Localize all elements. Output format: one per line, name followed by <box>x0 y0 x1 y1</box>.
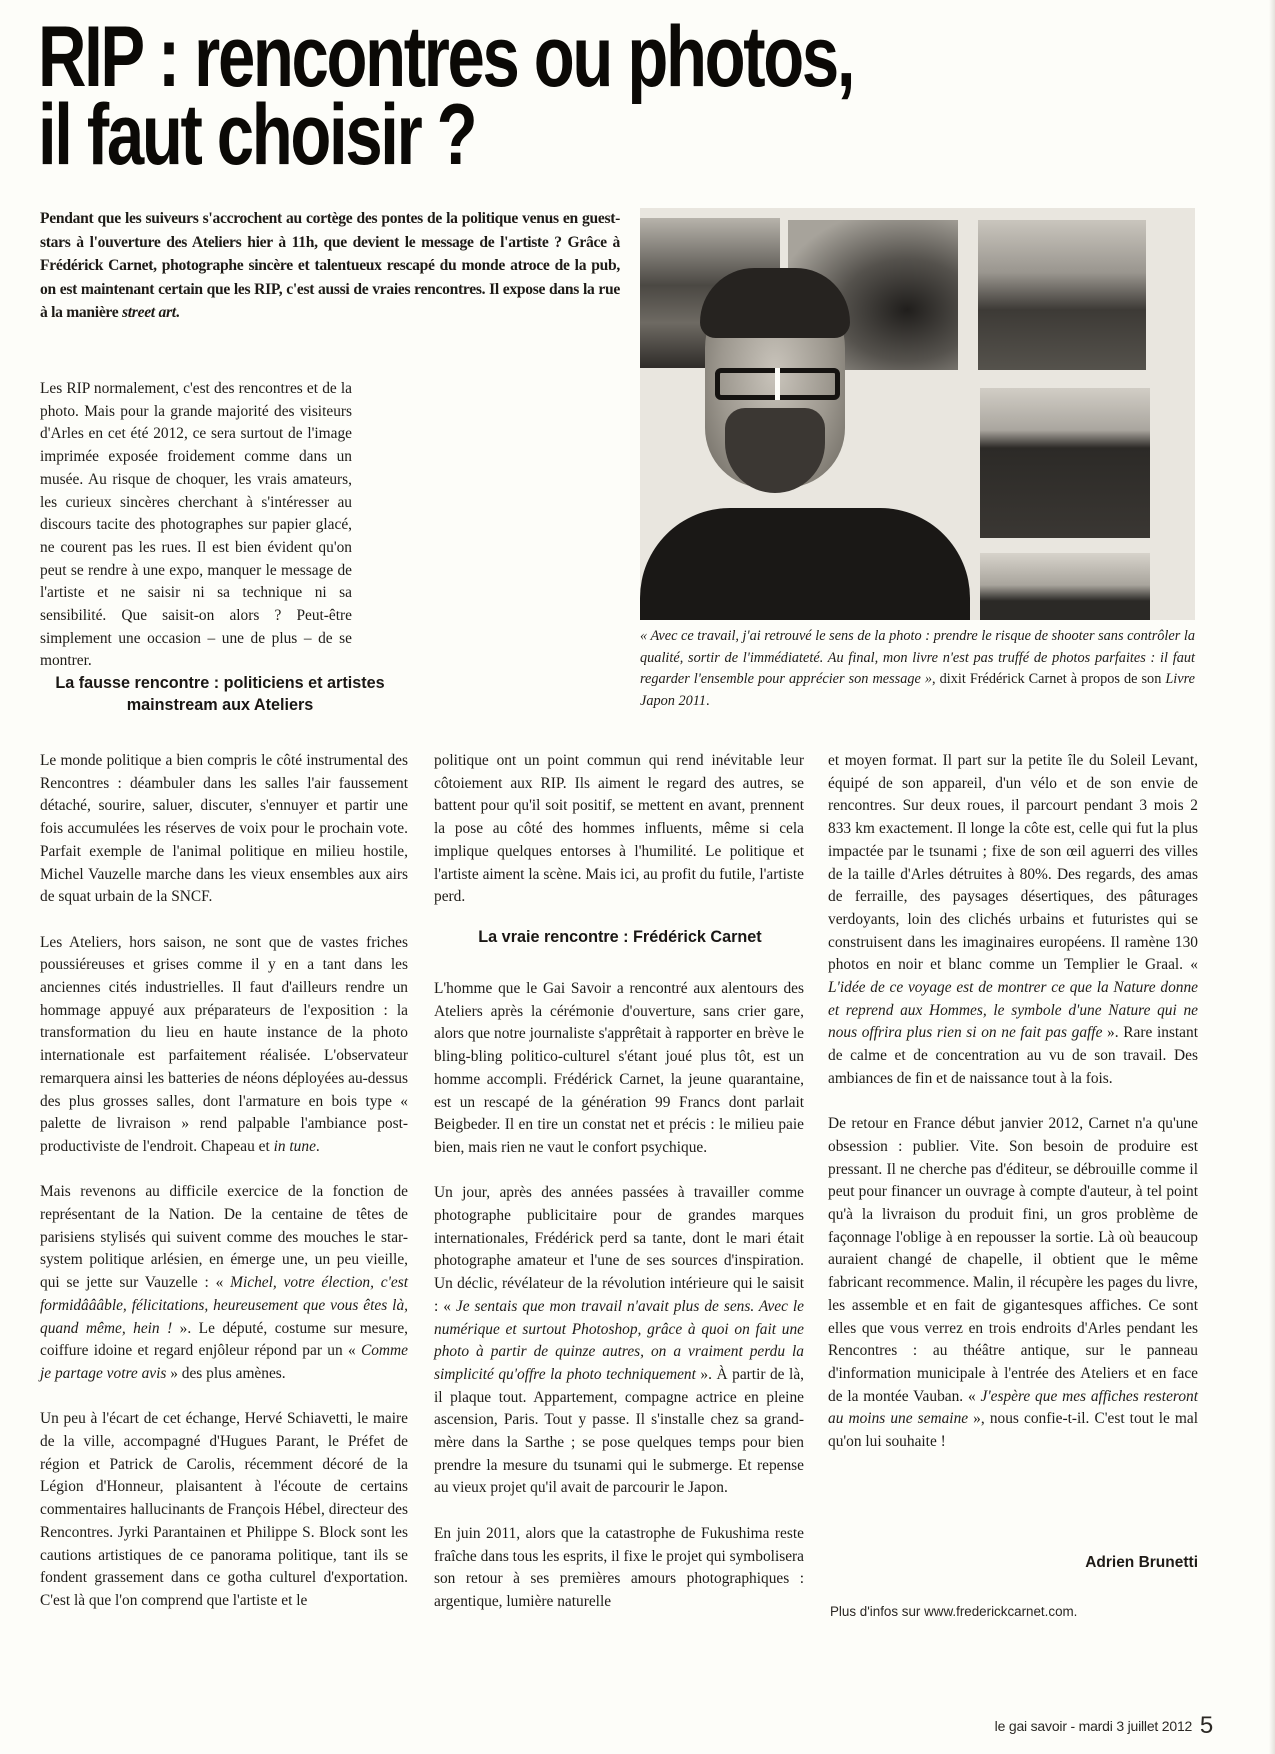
italic-span: in tune <box>273 1137 316 1155</box>
portrait-hair <box>700 268 850 338</box>
column-2 <box>434 978 804 1636</box>
lede-end: . <box>175 304 180 322</box>
italic-span: J'espère que mes affiches resteront au moins une semaine <box>828 1387 1198 1428</box>
headline-line-1: RIP : rencontres ou photos, <box>38 9 854 105</box>
intro-paragraph: Les RIP normalement, c'est des rencontres et de la photo. Mais pour la grande majorité des visiteurs d'Arles en cet été 2012, ce sera surtout de l'image imprimée exposée froidement comme dans un musée. Au risque de choquer, les vrais amateurs, les curieux sincères cherchant à s'intéresser au discours tacite des photographes sur papier glacé, ne courent pas les rues. Il est bien évident qu'on peut se rendre à une expo, manquer le message de l'artiste et ne saisir ni sa technique ni sa sensibilité. Que saisit-on alors ? Peut-être simplement une occasion – une de plus – de se montrer. <box>40 380 352 670</box>
text-span: ». Rare instant de calme et de concentration au vu de son travail. Des ambiances de fin et de naissance tout à la fois. <box>828 1024 1198 1087</box>
headline <box>38 9 854 183</box>
text-span: et moyen format. Il part sur la petite île du Soleil Levant, équipé de son appareil, d'un vélo et de son envie de rencontres. Sur deux roues, il parcourt pendant 3 mois 2 833 km exactement. Il longe la côte est, celle qui fut la plus impactée par le tsunami ; fixe de son œil aguerri des villes de la taille d'Arles détruites à 80%. Des regards, des amas de ferraille, des paysages désertiques, des pâturages verdoyants, loin des clichés urbains et futuristes qui se construisent dans les imaginaires européens. Il ramène 130 photos en noir et blanc comme un Templier le Graal. « <box>828 752 1198 974</box>
author-byline: Adrien Brunetti <box>1085 1554 1198 1571</box>
column-3 <box>828 750 1198 1476</box>
page-footer <box>995 1712 1213 1740</box>
issue-date: mardi 3 juillet 2012 <box>1078 1718 1193 1734</box>
lede-italic: street art <box>122 304 176 322</box>
photo-print-5 <box>980 553 1150 620</box>
text-span: Les Ateliers, hors saison, ne sont que de vastes friches poussiéreuses et grises comme il y en a tant dans les anciennes cités industrielles. Il faut d'ailleurs rendre un hommage appuyé aux préparateurs de l'exposition : la transformation du lieu en haute instance de la photo internationale est parfaitement réalisée. L'observateur remarquera ainsi les batteries de néons déployées au-dessus des plus grosses salles, dont l'armature en bois type « palette de livraison » rend palpable l'ambiance post-productiviste de l'endroit. Chapeau et <box>40 933 408 1155</box>
italic-span: Michel, votre élection, c'est formidâââble, félicitations, heureusement que vous êtes là, quand même, hein ! <box>40 1274 408 1337</box>
page-number: 5 <box>1199 1712 1213 1739</box>
text-span: Mais revenons au difficile exercice de la fonction de représentant de la Nation. De la centaine de têtes de parisiens stylisés qui suivent comme des mouches le star-system politique arlésien, en émerge une, un peu vieille, qui se jette sur Vauzelle : « <box>40 1183 408 1292</box>
article-photo <box>640 208 1195 620</box>
portrait-figure <box>640 278 980 620</box>
subhead-vraie-rencontre: La vraie rencontre : Frédérick Carnet <box>478 928 762 946</box>
text-span: ». Le député, costume sur mesure, coiffure idoine et regard enjôleur répond par un « <box>40 1319 408 1360</box>
paragraph: Un peu à l'écart de cet échange, Hervé Schiavetti, le maire de la ville, accompagné d'Hugues Parant, le Préfet de région et Patrick de Carolis, récemment décoré de la Légion d'Honneur, plaisantent à l'écoute de certains commentaires hallucinants de François Hébel, directeur des Rencontres. Jyrki Parantainen et Philippe S. Block sont les cautions artistiques de ce panorama politique, tant ils se fondent grassement dans ce gotha culturel d'exportation. C'est là que l'on comprend que l'artiste et le <box>40 1410 408 1609</box>
paragraph <box>40 1181 408 1385</box>
italic-span: Comme je partage votre avis <box>40 1342 408 1382</box>
paragraph <box>828 750 1198 1091</box>
caption-attribution: , dixit Frédérick Carnet à propos de son <box>932 671 1166 688</box>
text-span: ». À partir de là, il plaque tout. Appartement, compagne actrice en pleine ascension, Paris. Tout y passe. Il s'installe chez sa grand-mère dans la Sarthe ; se pose quelques temps pour bien prendre la mesure du tsunami qui le submerge. Et repense au vieux projet qu'il avait de parcourir le Japon. <box>434 1365 804 1497</box>
footer-separator: - <box>1066 1718 1079 1734</box>
paragraph: En juin 2011, alors que la catastrophe de Fukushima reste fraîche dans tous les esprits, il fixe le projet qui symbolisera son retour à ses premières amours photographiques : argentique, lumière naturelle <box>434 1524 804 1610</box>
page-edge <box>1269 0 1275 1754</box>
photo-print-3 <box>978 220 1146 370</box>
photo-caption <box>640 626 1195 712</box>
more-info-link[interactable]: Plus d'infos sur www.frederickcarnet.com. <box>830 1604 1078 1619</box>
text-span: », nous confie-t-il. C'est tout le mal qu'on lui souhaite ! <box>828 1410 1198 1451</box>
column-2-top <box>434 750 804 932</box>
headline-line-2: il faut choisir ? <box>38 87 476 183</box>
subhead-fausse-rencontre: La fausse rencontre : politiciens et artistes mainstream aux Ateliers <box>55 674 385 714</box>
text-span: . <box>315 1137 320 1155</box>
column-1 <box>40 750 408 1635</box>
paragraph <box>828 1113 1198 1454</box>
lede-paragraph <box>40 207 620 325</box>
lede-text: Pendant que les suiveurs s'accrochent au cortège des pontes de la politique venus en guest-stars à l'ouverture des Ateliers hier à 11h, que devient le message de l'artiste ? Grâce à Frédérick Carnet, photographe sincère et talentueux rescapé du monde atroce de la pub, on est maintenant certain que les RIP, c'est aussi de vraies rencontres. Il expose dans la rue à la manière <box>40 210 620 322</box>
photo-print-4 <box>980 388 1150 538</box>
paragraph: Le monde politique a bien compris le côté instrumental des Rencontres : déambuler dans les salles l'air faussement détaché, sourire, saluer, discuter, s'ennuyer et partir une fois accumulées les réserves de voix pour le prochain vote. Parfait exemple de l'animal politique en milieu hostile, Michel Vauzelle marche dans les vieux ensembles aux airs de squat urbain de la SNCF. <box>40 752 408 906</box>
paragraph <box>434 1182 804 1500</box>
publication-name: le gai savoir <box>994 1718 1067 1734</box>
portrait-shirt <box>640 508 970 620</box>
paragraph: politique ont un point commun qui rend inévitable leur côtoiement aux RIP. Ils aiment le regard des autres, se battent pour qu'il soit positif, se mettent en avant, prennent la pose au côté des hommes influents, même si cela implique quelques entorses à l'humilité. Le politique et l'artiste aiment la scène. Mais ici, au profit du futile, l'artiste perd. <box>434 752 804 906</box>
text-span: » des plus amènes. <box>166 1364 286 1382</box>
caption-book-title: Livre Japon 2011 <box>640 671 1196 709</box>
caption-quote: « Avec ce travail, j'ai retrouvé le sens de la photo : prendre le risque de shooter sans contrôler la qualité, sortir de l'immédiateté. Au final, mon livre n'est pas truffé de photos parfaites : il faut regarder l'ensemble pour apprécier son message » <box>640 628 1195 688</box>
italic-span: L'idée de ce voyage est de montrer ce que la Nature donne et reprend aux Hommes, le symbole d'une Nature qui ne nous offrira plus rien si on ne fait pas gaffe <box>828 979 1198 1042</box>
text-span: Un jour, après des années passées à travailler comme photographe publicitaire pour de grandes marques internationales, Frédérick perd sa tante, dont le mari était photographe amateur et l'une de ses sources d'inspiration. Un déclic, révélateur de la révolution intérieure qui le saisit : « <box>434 1184 804 1315</box>
paragraph <box>40 932 408 1159</box>
paragraph: L'homme que le Gai Savoir a rencontré aux alentours des Ateliers après la cérémonie d'ouverture, sans crier gare, alors que notre journaliste s'apprêtait à rapporter en brève le bling-bling politico-culturel s'étant joué plus tôt, est un homme accompli. Frédérick Carnet, la jeune quarantaine, est un rescapé de la génération 99 Francs dont parlait Beigbeder. Il en tire un constat net et précis : le milieu paie bien, mais rien ne vaut le confort psychique. <box>434 980 804 1156</box>
caption-end: . <box>706 692 710 709</box>
portrait-glasses <box>715 368 840 400</box>
italic-span: Je sentais que mon travail n'avait plus de sens. Avec le numérique et surtout Photoshop, grâce à quoi on fait une photo à partir de quinze autres, on a vraiment perdu la simplicité qu'offre la photo techniquement <box>434 1297 804 1383</box>
text-span: De retour en France début janvier 2012, Carnet n'a qu'une obsession : publier. Vite. Son besoin de produire est pressant. Il ne cherche pas d'éditeur, se débrouille comme il peut pour financer un ouvrage à compte d'auteur, à tel point qu'à la livraison du produit fini, un gros problème de façonnage l'oblige à en repousser la sortie. Là où beaucoup auraient changé de chapelle, il obtient que le même fabricant recommence. Malin, il récupère les pages du livre, les assemble et en fait de gigantesques affiches. Ce sont elles que vous verrez en trois endroits d'Arles pendant les Rencontres : au théâtre antique, sur le panneau d'information municipale à l'entrée des Ateliers et en face de la montée Vauban. « <box>828 1115 1198 1405</box>
